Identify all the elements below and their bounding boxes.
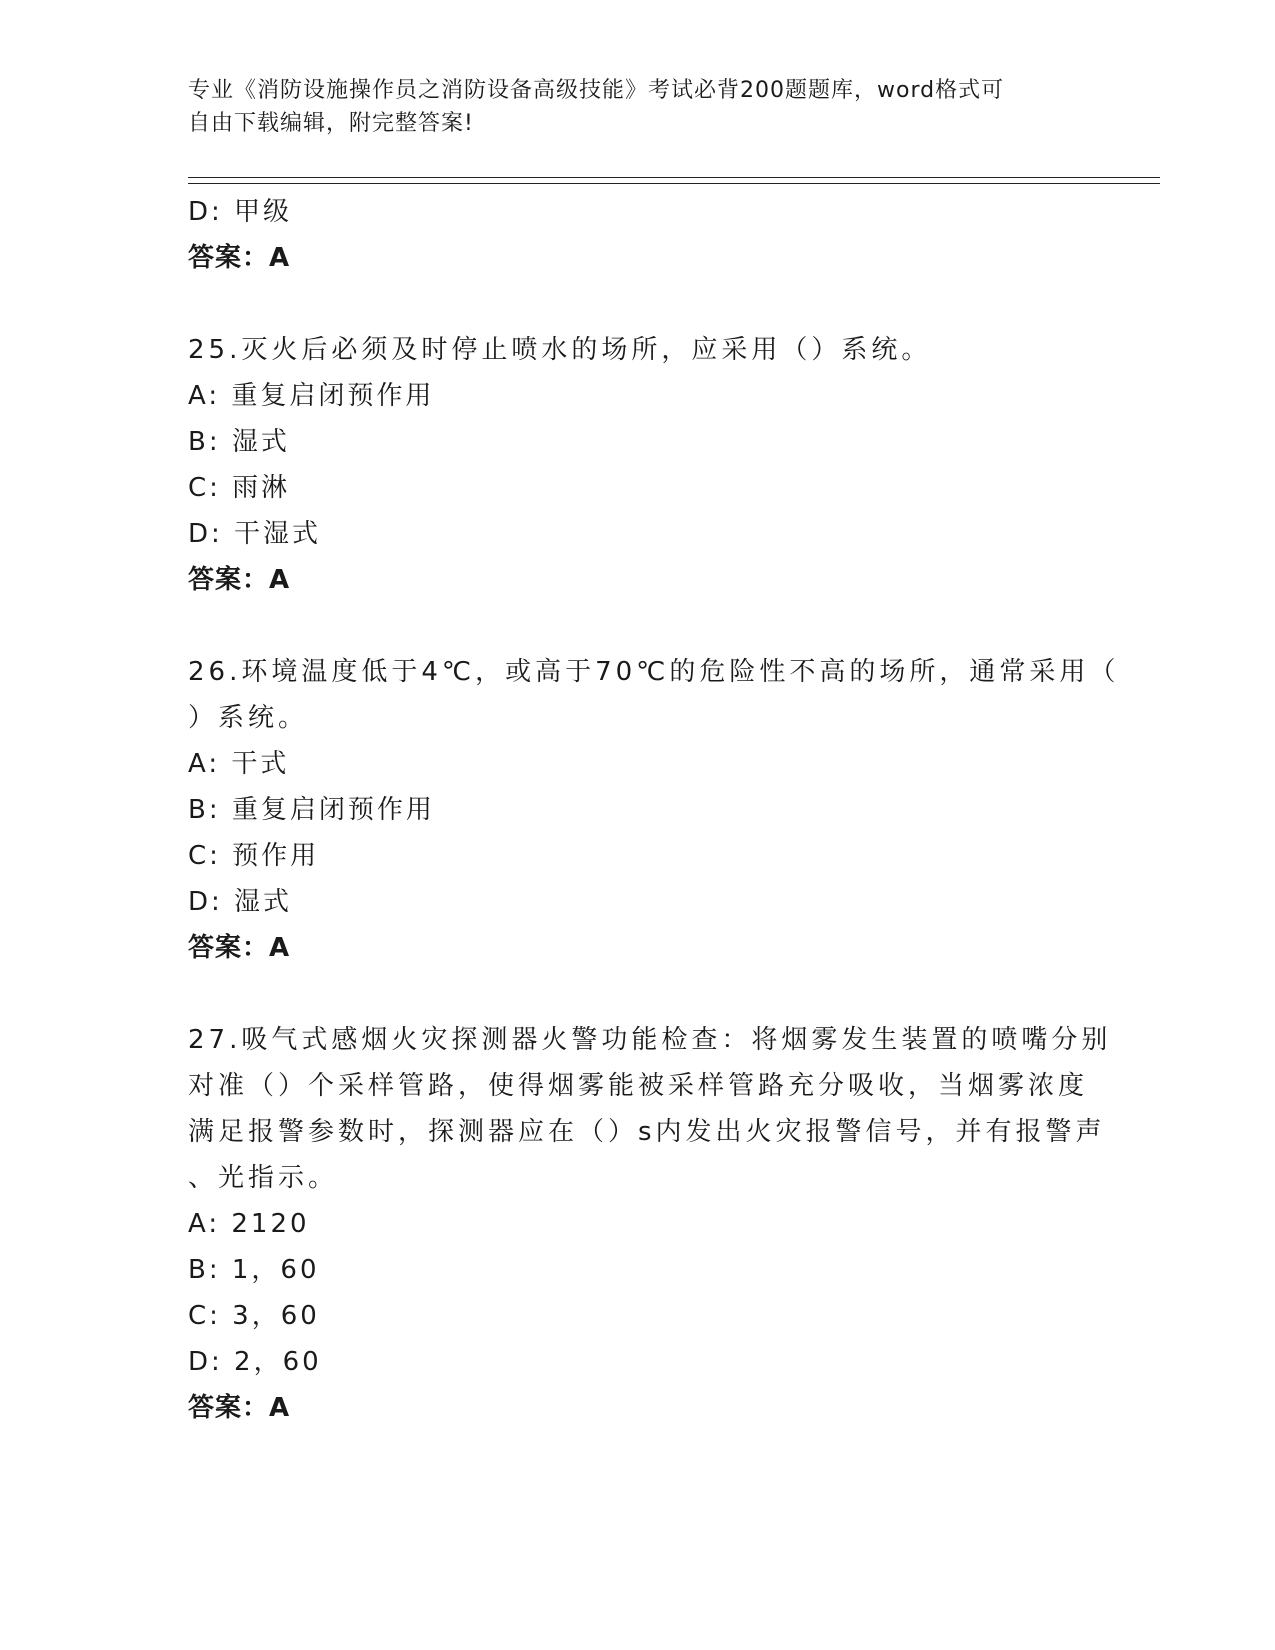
option-d: D: 湿式: [188, 887, 293, 917]
option-c: C: 雨淋: [188, 473, 291, 503]
header-divider-bottom: [188, 183, 1160, 184]
answer-line: 答案：A: [188, 565, 291, 595]
header-line-1: 专业《消防设施操作员之消防设备高级技能》考试必背200题题库，word格式可: [188, 78, 1005, 103]
header-divider-top: [188, 177, 1160, 178]
question-25: [188, 327, 1088, 603]
stem-line: 满足报警参数时，探测器应在（）s内发出火灾报警信号，并有报警声: [188, 1117, 1106, 1147]
document-body: [188, 189, 1120, 1431]
answer-line: 答案：A: [188, 243, 291, 273]
document-header: [188, 74, 1088, 140]
stem-line: 27.吸气式感烟火灾探测器火警功能检查：将烟雾发生装置的喷嘴分别: [188, 1025, 1112, 1055]
stem-line: 对准（）个采样管路，使得烟雾能被采样管路充分吸收，当烟雾浓度: [188, 1071, 1089, 1101]
question-27: [188, 1017, 1112, 1431]
stem-line: 26.环境温度低于4℃，或高于70℃的危险性不高的场所，通常采用（: [188, 657, 1120, 687]
question-stem: [188, 327, 1088, 373]
option-b: B: 湿式: [188, 427, 290, 457]
option-b: B: 重复启闭预作用: [188, 795, 435, 825]
header-line-2: 自由下载编辑，附完整答案!: [188, 111, 474, 136]
option-c: C: 预作用: [188, 841, 320, 871]
question-26: [188, 649, 1120, 971]
option-a: A: 重复启闭预作用: [188, 381, 435, 411]
option-b: B: 1，60: [188, 1255, 320, 1285]
option-c: C: 3，60: [188, 1301, 320, 1331]
answer-line: 答案：A: [188, 1393, 291, 1423]
question-stem: [188, 649, 1120, 741]
stem-line: 25.灭火后必须及时停止喷水的场所，应采用（）系统。: [188, 335, 932, 365]
option-d: D: 干湿式: [188, 519, 322, 549]
option-d: D: 甲级: [188, 197, 293, 227]
answer-line: 答案：A: [188, 933, 291, 963]
option-a: A: 干式: [188, 749, 290, 779]
option-a: A: 2120: [188, 1209, 310, 1239]
question-stem: [188, 1017, 1112, 1201]
stem-line: 、光指示。: [188, 1163, 339, 1193]
option-d: D: 2，60: [188, 1347, 322, 1377]
stem-line: ）系统。: [188, 703, 309, 733]
